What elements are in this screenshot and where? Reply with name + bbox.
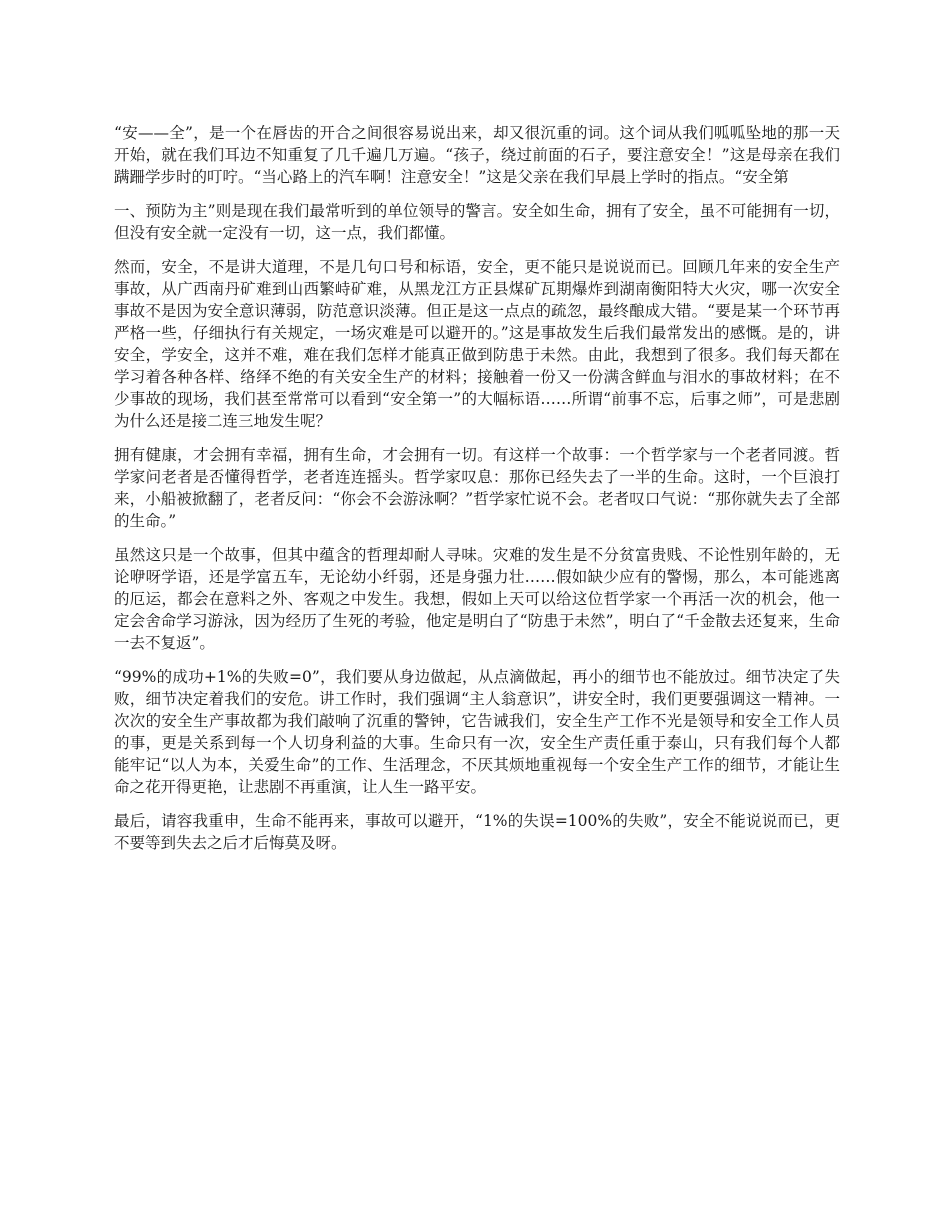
document-body — [114, 122, 840, 866]
paragraph-4: 拥有健康，才会拥有幸福，拥有生命，才会拥有一切。有这样一个故事：一个哲学家与一个老者同渡。哲学家问老者是否懂得哲学，老者连连摇头。哲学家叹息：那你已经失去了一半的生命。这时，一个巨浪打来，小船被掀翻了，老者反问：“你会不会游泳啊？”哲学家忙说不会。老者叹口气说：“那你就失去了全部的生命。” — [114, 446, 840, 530]
paragraph-6: “99%的成功+1%的失败=0”，我们要从身边做起，从点滴做起，再小的细节也不能放过。细节决定了失败，细节决定着我们的安危。讲工作时，我们强调“主人翁意识”，讲安全时，我们更要强调这一精神。一次次的安全生产事故都为我们敲响了沉重的警钟，它告诫我们，安全生产工作不光是领导和安全工作人员的事，更是关系到每一个人切身利益的大事。生命只有一次，安全生产责任重于泰山，只有我们每个人都能牢记“以人为本，关爱生命”的工作、生活理念，不厌其烦地重视每一个安全生产工作的细节，才能让生命之花开得更艳，让悲剧不再重演，让人生一路平安。 — [114, 668, 840, 796]
paragraph-5: 虽然这只是一个故事，但其中蕴含的哲理却耐人寻味。灾难的发生是不分贫富贵贱、不论性别年龄的，无论咿呀学语，还是学富五车，无论幼小纤弱，还是身强力壮……假如缺少应有的警惕，那么，本可能逃离的厄运，都会在意料之外、客观之中发生。我想，假如上天可以给这位哲学家一个再活一次的机会，他一定会舍命学习游泳，因为经历了生死的考验，他定是明白了“防患于未然”，明白了“千金散去还复来，生命一去不复返”。 — [114, 546, 840, 652]
paragraph-3: 然而，安全，不是讲大道理，不是几句口号和标语，安全，更不能只是说说而已。回顾几年来的安全生产事故，从广西南丹矿难到山西繁峙矿难，从黑龙江方正县煤矿瓦期爆炸到湖南衡阳特大火灾，哪一次安全事故不是因为安全意识薄弱，防范意识淡薄。但正是这一点点的疏忽，最终酿成大错。“要是某一个环节再严格一些，仔细执行有关规定，一场灾难是可以避开的。”这是事故发生后我们最常发出的感慨。是的，讲安全，学安全，这并不难，难在我们怎样才能真正做到防患于未然。由此，我想到了很多。我们每天都在学习着各种各样、络绎不绝的有关安全生产的材料；接触着一份又一份满含鲜血与泪水的事故材料；在不少事故的现场，我们甚至常常可以看到“安全第一”的大幅标语……所谓“前事不忘，后事之师”，可是悲剧为什么还是接二连三地发生呢？ — [114, 258, 840, 430]
paragraph-1: “安——全”，是一个在唇齿的开合之间很容易说出来，却又很沉重的词。这个词从我们呱呱坠地的那一天开始，就在我们耳边不知重复了几千遍几万遍。“孩子，绕过前面的石子，要注意安全！”这是母亲在我们蹒跚学步时的叮咛。“当心路上的汽车啊！注意安全！”这是父亲在我们早晨上学时的指点。“安全第 — [114, 124, 840, 186]
paragraph-2: 一、预防为主”则是现在我们最常听到的单位领导的警言。安全如生命，拥有了安全，虽不可能拥有一切，但没有安全就一定没有一切，这一点，我们都懂。 — [114, 202, 840, 242]
paragraph-7: 最后，请容我重申，生命不能再来，事故可以避开，“1%的失误=100%的失败”，安全不能说说而已，更不要等到失去之后才后悔莫及呀。 — [114, 812, 840, 852]
